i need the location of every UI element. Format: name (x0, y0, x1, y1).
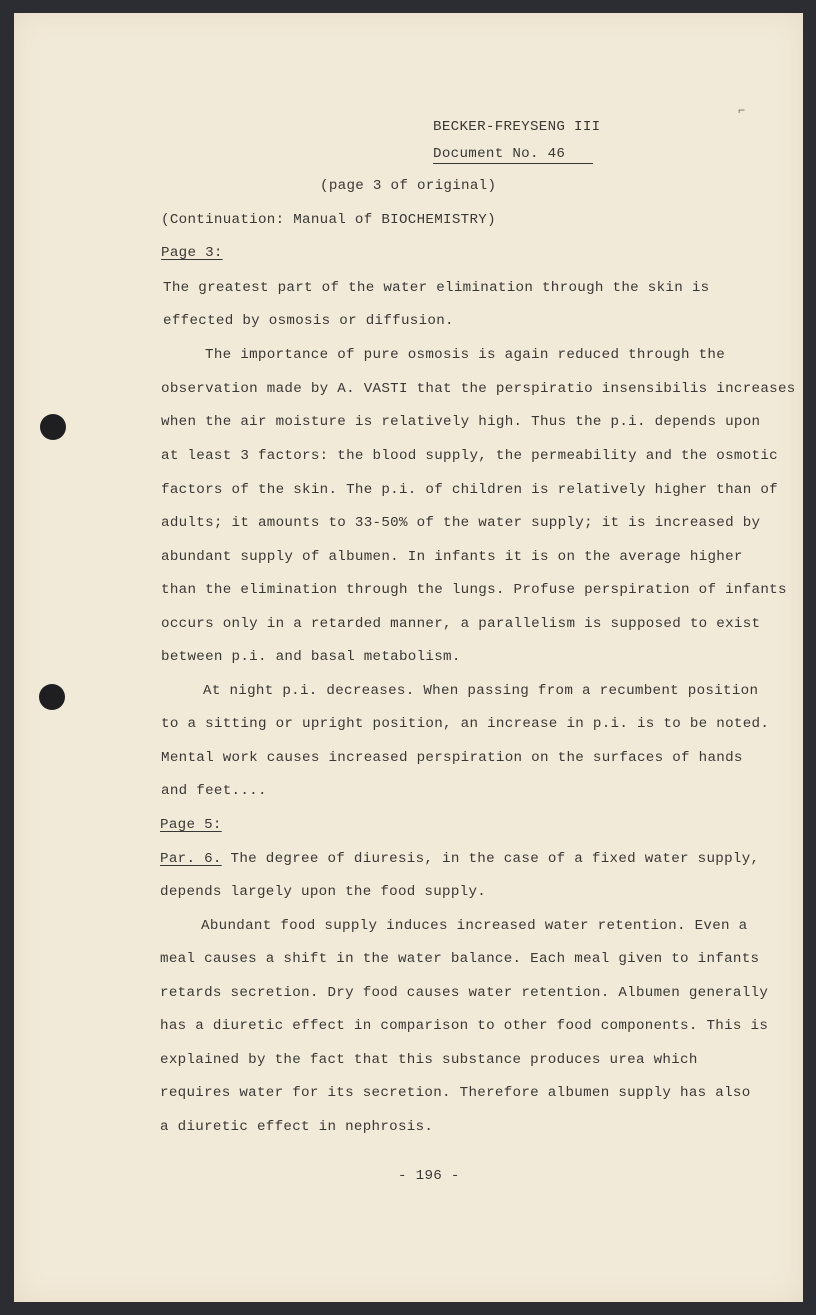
par-text: The degree of diuresis, in the case of a fixed water supply, (221, 851, 760, 867)
paragraph-line: occurs only in a retarded manner, a parallelism is supposed to exist (161, 616, 761, 632)
paragraph-line: The greatest part of the water elimination through the skin is (163, 280, 710, 296)
paragraph-line (160, 851, 759, 867)
paragraph-line: retards secretion. Dry food causes water retention. Albumen generally (160, 985, 769, 1001)
header-document-number: Document No. 46 (433, 146, 566, 162)
paragraph-line: when the air moisture is relatively high. Thus the p.i. depends upon (161, 414, 761, 430)
paragraph-line: depends largely upon the food supply. (160, 884, 487, 900)
paragraph-line: The importance of pure osmosis is again reduced through the (205, 347, 726, 363)
paragraph-line: factors of the skin. The p.i. of children is relatively higher than of (161, 482, 778, 498)
par-label: Par. 6. (160, 851, 222, 867)
header-defendant: BECKER-FREYSENG III (433, 119, 601, 135)
stray-pen-mark: ⌐ (738, 104, 746, 118)
header-underline (433, 163, 593, 164)
paragraph-line: abundant supply of albumen. In infants it is on the average higher (161, 549, 743, 565)
paragraph-line: a diuretic effect in nephrosis. (160, 1119, 434, 1135)
paragraph-line: adults; it amounts to 33-50% of the water supply; it is increased by (161, 515, 761, 531)
paragraph-line: requires water for its secretion. Therefore albumen supply has also (160, 1085, 751, 1101)
page-number: - 196 - (398, 1168, 460, 1184)
paragraph-line: observation made by A. VASTI that the perspiratio insensibilis increases (161, 381, 796, 397)
paragraph-line: has a diuretic effect in comparison to other food components. This is (160, 1018, 769, 1034)
paragraph-line: than the elimination through the lungs. Profuse perspiration of infants (161, 582, 787, 598)
section-heading-page-3: Page 3: (161, 245, 223, 261)
punch-hole-lower (39, 684, 65, 710)
section-heading-page-5: Page 5: (160, 817, 222, 833)
paragraph-line: to a sitting or upright position, an increase in p.i. is to be noted. (161, 716, 770, 732)
continuation-note: (Continuation: Manual of BIOCHEMISTRY) (161, 212, 496, 228)
paragraph-line: at least 3 factors: the blood supply, the permeability and the osmotic (161, 448, 778, 464)
paragraph-line: explained by the fact that this substance produces urea which (160, 1052, 698, 1068)
paragraph-line: At night p.i. decreases. When passing from a recumbent position (203, 683, 759, 699)
paragraph-line: Mental work causes increased perspiration on the surfaces of hands (161, 750, 743, 766)
punch-hole-upper (40, 414, 66, 440)
paragraph-line: and feet.... (161, 783, 267, 799)
paragraph-line: meal causes a shift in the water balance. Each meal given to infants (160, 951, 760, 967)
paragraph-line: Abundant food supply induces increased water retention. Even a (201, 918, 748, 934)
paragraph-line: effected by osmosis or diffusion. (163, 313, 454, 329)
page-note: (page 3 of original) (320, 178, 497, 194)
paragraph-line: between p.i. and basal metabolism. (161, 649, 461, 665)
